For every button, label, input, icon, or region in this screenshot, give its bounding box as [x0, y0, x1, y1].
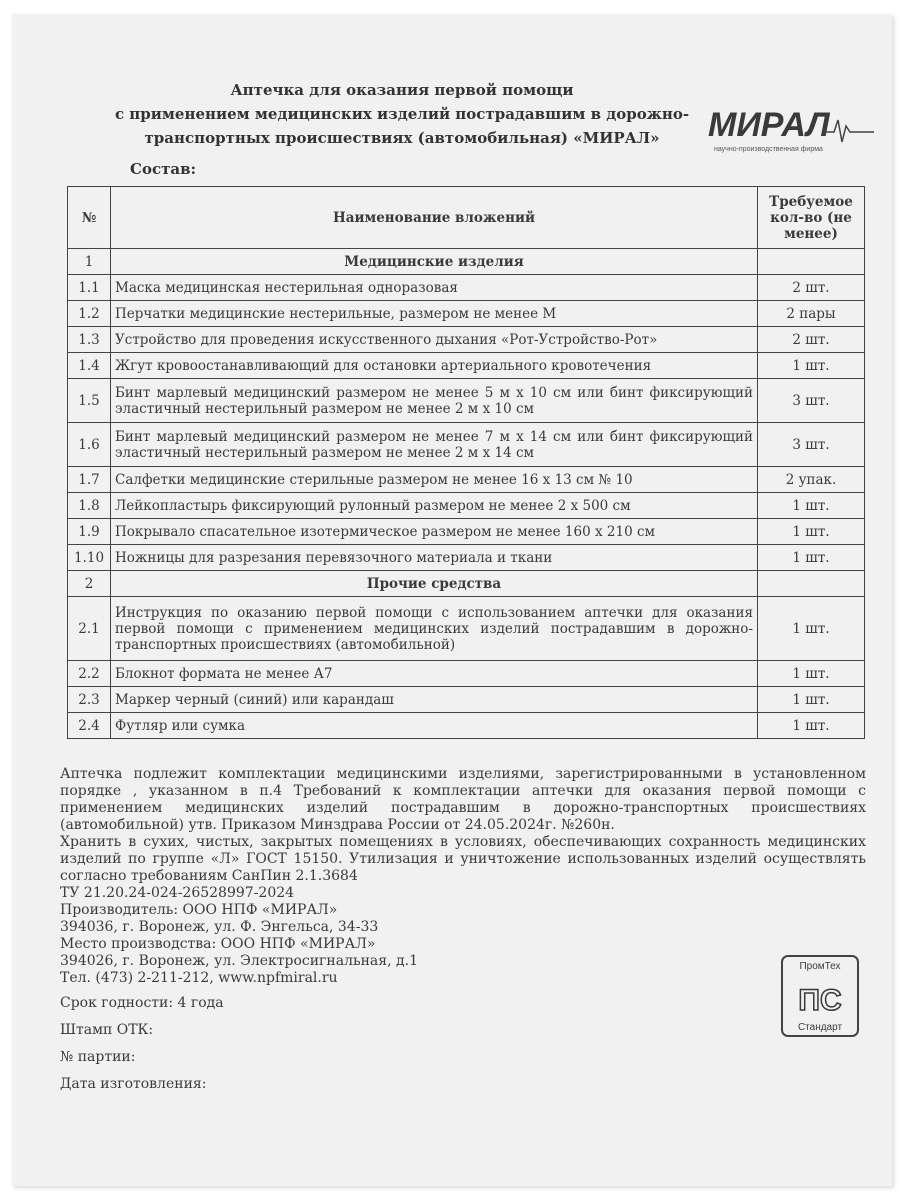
table-row	[68, 379, 865, 423]
row-qty: 2 шт.	[758, 275, 865, 301]
shelf-life: Срок годности: 4 года	[60, 995, 224, 1011]
row-num: 1.5	[68, 379, 111, 423]
row-name: Бинт марлевый медицинский размером не менее 7 м х 14 см или бинт фиксирующий эластичный нестерильный размером не менее 2 м х 14 см	[111, 423, 758, 467]
row-qty: 1 шт.	[758, 713, 865, 739]
title-line: Аптечка для оказания первой помощи	[230, 81, 574, 99]
kit-contents-table	[67, 186, 865, 739]
table-row	[68, 597, 865, 661]
row-qty: 1 шт.	[758, 519, 865, 545]
row-name: Салфетки медицинские стерильные размером не менее 16 х 13 см № 10	[111, 467, 758, 493]
row-qty: 3 шт.	[758, 379, 865, 423]
table-row	[68, 423, 865, 467]
manufacture-date-field: Дата изготовления:	[60, 1076, 207, 1092]
header-qty: Требуемое кол-во (не менее)	[758, 187, 865, 249]
logo-tagline: научно-производственная фирма	[714, 146, 823, 153]
row-qty: 2 пары	[758, 301, 865, 327]
table-row	[68, 467, 865, 493]
title-line: с применением медицинских изделий пострадавшим в дорожно-	[114, 105, 690, 123]
table-row	[68, 353, 865, 379]
row-num: 2.3	[68, 687, 111, 713]
row-name: Устройство для проведения искусственного дыхания «Рот-Устройство-Рот»	[111, 327, 758, 353]
stamp-top-text: ПромТех	[799, 961, 841, 972]
section-row	[68, 571, 865, 597]
row-num: 2.4	[68, 713, 111, 739]
stamp-bottom-text: Стандарт	[797, 1022, 843, 1033]
table-row	[68, 275, 865, 301]
section-title: Медицинские изделия	[111, 249, 758, 275]
production-address: 394026, г. Воронеж, ул. Электросигнальная, д.1	[60, 953, 418, 969]
promtech-standard-stamp	[780, 954, 860, 1038]
empty-cell	[758, 249, 865, 275]
document-title	[72, 78, 732, 150]
table-header-row	[68, 187, 865, 249]
table-row	[68, 687, 865, 713]
manufacturer-address: 394036, г. Воронеж, ул. Ф. Энгельса, 34-33	[60, 919, 379, 935]
batch-field: № партии:	[60, 1049, 136, 1065]
row-num: 2.2	[68, 661, 111, 687]
row-num: 1.4	[68, 353, 111, 379]
row-num: 1.10	[68, 545, 111, 571]
header-num: №	[68, 187, 111, 249]
table-row	[68, 661, 865, 687]
logo-name: МИРАЛ	[708, 106, 830, 144]
empty-cell	[758, 571, 865, 597]
row-qty: 1 шт.	[758, 545, 865, 571]
section-num: 2	[68, 571, 111, 597]
table-row	[68, 519, 865, 545]
row-name: Блокнот формата не менее А7	[111, 661, 758, 687]
row-qty: 2 шт.	[758, 327, 865, 353]
composition-label: Состав:	[130, 160, 197, 178]
document-page	[12, 14, 892, 1186]
row-num: 2.1	[68, 597, 111, 661]
table-row	[68, 327, 865, 353]
row-name: Жгут кровоостанавливающий для остановки артериального кровотечения	[111, 353, 758, 379]
section-row	[68, 249, 865, 275]
row-num: 1.3	[68, 327, 111, 353]
header-name: Наименование вложений	[111, 187, 758, 249]
tu-number: ТУ 21.20.24-024-26528997-2024	[60, 885, 295, 901]
title-line: транспортных происшествиях (автомобильная) «МИРАЛ»	[144, 129, 660, 147]
row-num: 1.1	[68, 275, 111, 301]
row-name: Перчатки медицинские нестерильные, размером не менее M	[111, 301, 758, 327]
row-qty: 3 шт.	[758, 423, 865, 467]
manufacturer: Производитель: ООО НПФ «МИРАЛ»	[60, 902, 338, 918]
otk-stamp-field: Штамп ОТК:	[60, 1022, 154, 1038]
row-qty: 1 шт.	[758, 661, 865, 687]
row-name: Бинт марлевый медицинский размером не менее 5 м х 10 см или бинт фиксирующий эластичный нестерильный размером не менее 2 м х 10 см	[111, 379, 758, 423]
contacts: Тел. (473) 2-211-212, www.npfmiral.ru	[60, 970, 338, 986]
table-row	[68, 545, 865, 571]
storage-note: Хранить в сухих, чистых, закрытых помещениях в условиях, обеспечивающих сохранность медицинских изделий по группе «Л» ГОСТ 15150. Утилизация и уничтожение использованных изделий осуществлять согласно требованиям СанПин 2.1.3684	[60, 834, 866, 884]
cardiogram-icon	[822, 120, 874, 142]
row-name: Инструкция по оказанию первой помощи с использованием аптечки для оказания первой помощи с применением медицинских изделий пострадавшим в дорожно-транспортных происшествиях (автомобильной)	[111, 597, 758, 661]
table-row	[68, 301, 865, 327]
production-place: Место производства: ООО НПФ «МИРАЛ»	[60, 936, 376, 952]
row-num: 1.7	[68, 467, 111, 493]
row-num: 1.2	[68, 301, 111, 327]
row-name: Покрывало спасательное изотермическое размером не менее 160 х 210 см	[111, 519, 758, 545]
row-qty: 1 шт.	[758, 493, 865, 519]
row-name: Маркер черный (синий) или карандаш	[111, 687, 758, 713]
row-num: 1.8	[68, 493, 111, 519]
table-row	[68, 713, 865, 739]
row-qty: 1 шт.	[758, 597, 865, 661]
row-qty: 2 упак.	[758, 467, 865, 493]
row-num: 1.6	[68, 423, 111, 467]
row-name: Ножницы для разрезания перевязочного материала и ткани	[111, 545, 758, 571]
section-title: Прочие средства	[111, 571, 758, 597]
table-row	[68, 493, 865, 519]
row-num: 1.9	[68, 519, 111, 545]
row-name: Лейкопластырь фиксирующий рулонный размером не менее 2 х 500 см	[111, 493, 758, 519]
stamp-mark: ПС	[798, 984, 842, 1017]
row-qty: 1 шт.	[758, 687, 865, 713]
completion-note: Аптечка подлежит комплектации медицинскими изделиями, зарегистрированными в установленном порядке , указанном в п.4 Требований к комплектации аптечки для оказания первой помощи с применением медицинских изделий пострадавшим в дорожно-транспортных происшествиях (автомобильной) утв. Приказом Минздрава России от 24.05.2024г. №260н.	[60, 766, 866, 833]
miral-logo	[704, 102, 879, 157]
row-qty: 1 шт.	[758, 353, 865, 379]
row-name: Маска медицинская нестерильная одноразовая	[111, 275, 758, 301]
section-num: 1	[68, 249, 111, 275]
row-name: Футляр или сумка	[111, 713, 758, 739]
notes-block	[60, 766, 866, 1093]
